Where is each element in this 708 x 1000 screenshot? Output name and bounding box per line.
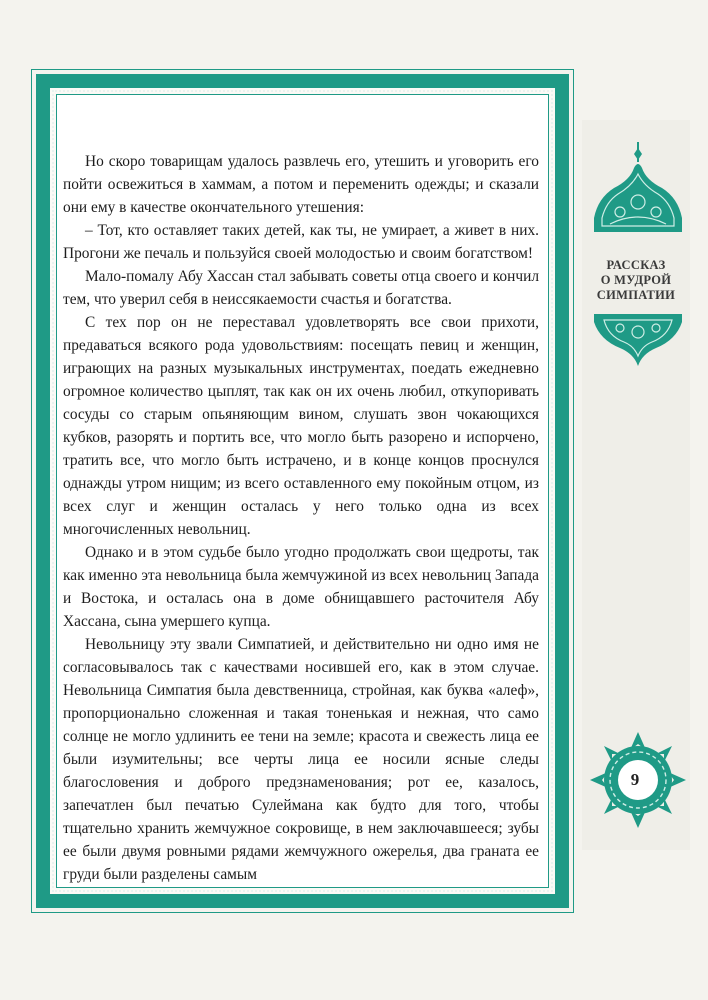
- paragraph: – Тот, кто оставляет таких детей, как ты, не умирает, а живет в них. Прогони же печаль и пользуйся своей молодостью и своим богатством!: [63, 222, 539, 262]
- dome-ornament-icon: [590, 140, 686, 236]
- pendant-ornament-icon: [590, 310, 686, 370]
- paragraph: Но скоро товарищам удалось развлечь его, утешить и уговорить его пойти освежиться в хаммам, а потом и переменить одежды; и сказали они ему в качестве окончательного утешения:: [63, 153, 539, 216]
- chapter-title-line-1: РАССКАЗ: [606, 258, 666, 272]
- paragraph: Невольницу эту звали Симпатией, и действительно ни одно имя не согласовывалось так с качествами носившей его, как в этом случае. Невольница Симпатия была девственница, стройная, как буква «алеф», пропорционально сложенная и такая тоненькая и нежная, что само солнце не могло удлинить ее тени на земле; красота и свежесть лица ее были изумительны; все черты лица ее носили ясные следы благословения и доброго предзнаменования; рот ее, казалось, запечатлен был печатью Сулеймана как будто для того, чтобы тщательно хранить жемчужное сокровище, в нем заключавшееся; зубы ее были двумя ровными рядами жемчужного ожерелья, два граната ее груди были разделены самым: [63, 636, 539, 883]
- paragraph: С тех пор он не переставал удовлетворять все свои прихоти, предаваться всякого рода удовольствиям: посещать певиц и женщин, играющих на разных музыкальных инструментах, поедать ежедневно огромное количество цыплят, так как он их очень любил, откупоривать сосуды со старым опьяняющим вином, слушать звон чокающихся кубков, разорять и портить все, что могло быть разорено и испорчено, тратить все, что могло быть истрачено, и в конце концов проснулся однажды утром нищим; из всего оставленного ему покойным отцом, из всех слуг и женщин осталась у него только одна из всех многочисленных невольниц.: [63, 314, 539, 538]
- chapter-title-line-2: О МУДРОЙ: [600, 273, 672, 287]
- chapter-title-line-3: СИМПАТИИ: [596, 288, 676, 302]
- paragraph: Однако и в этом судьбе было угодно продолжать свои щедроты, так как именно эта невольница была жемчужиной из всех невольниц Запада и Востока, и осталась она в доме обнищавшего расточителя Абу Хассана, сына умершего купца.: [63, 544, 539, 630]
- page-number: 9: [630, 770, 640, 789]
- paragraph: Мало-помалу Абу Хассан стал забывать советы отца своего и кончил тем, что уверил себя в неиссякаемости счастья и богатства.: [63, 268, 539, 308]
- body-text: [63, 150, 539, 886]
- chapter-title: [588, 258, 684, 303]
